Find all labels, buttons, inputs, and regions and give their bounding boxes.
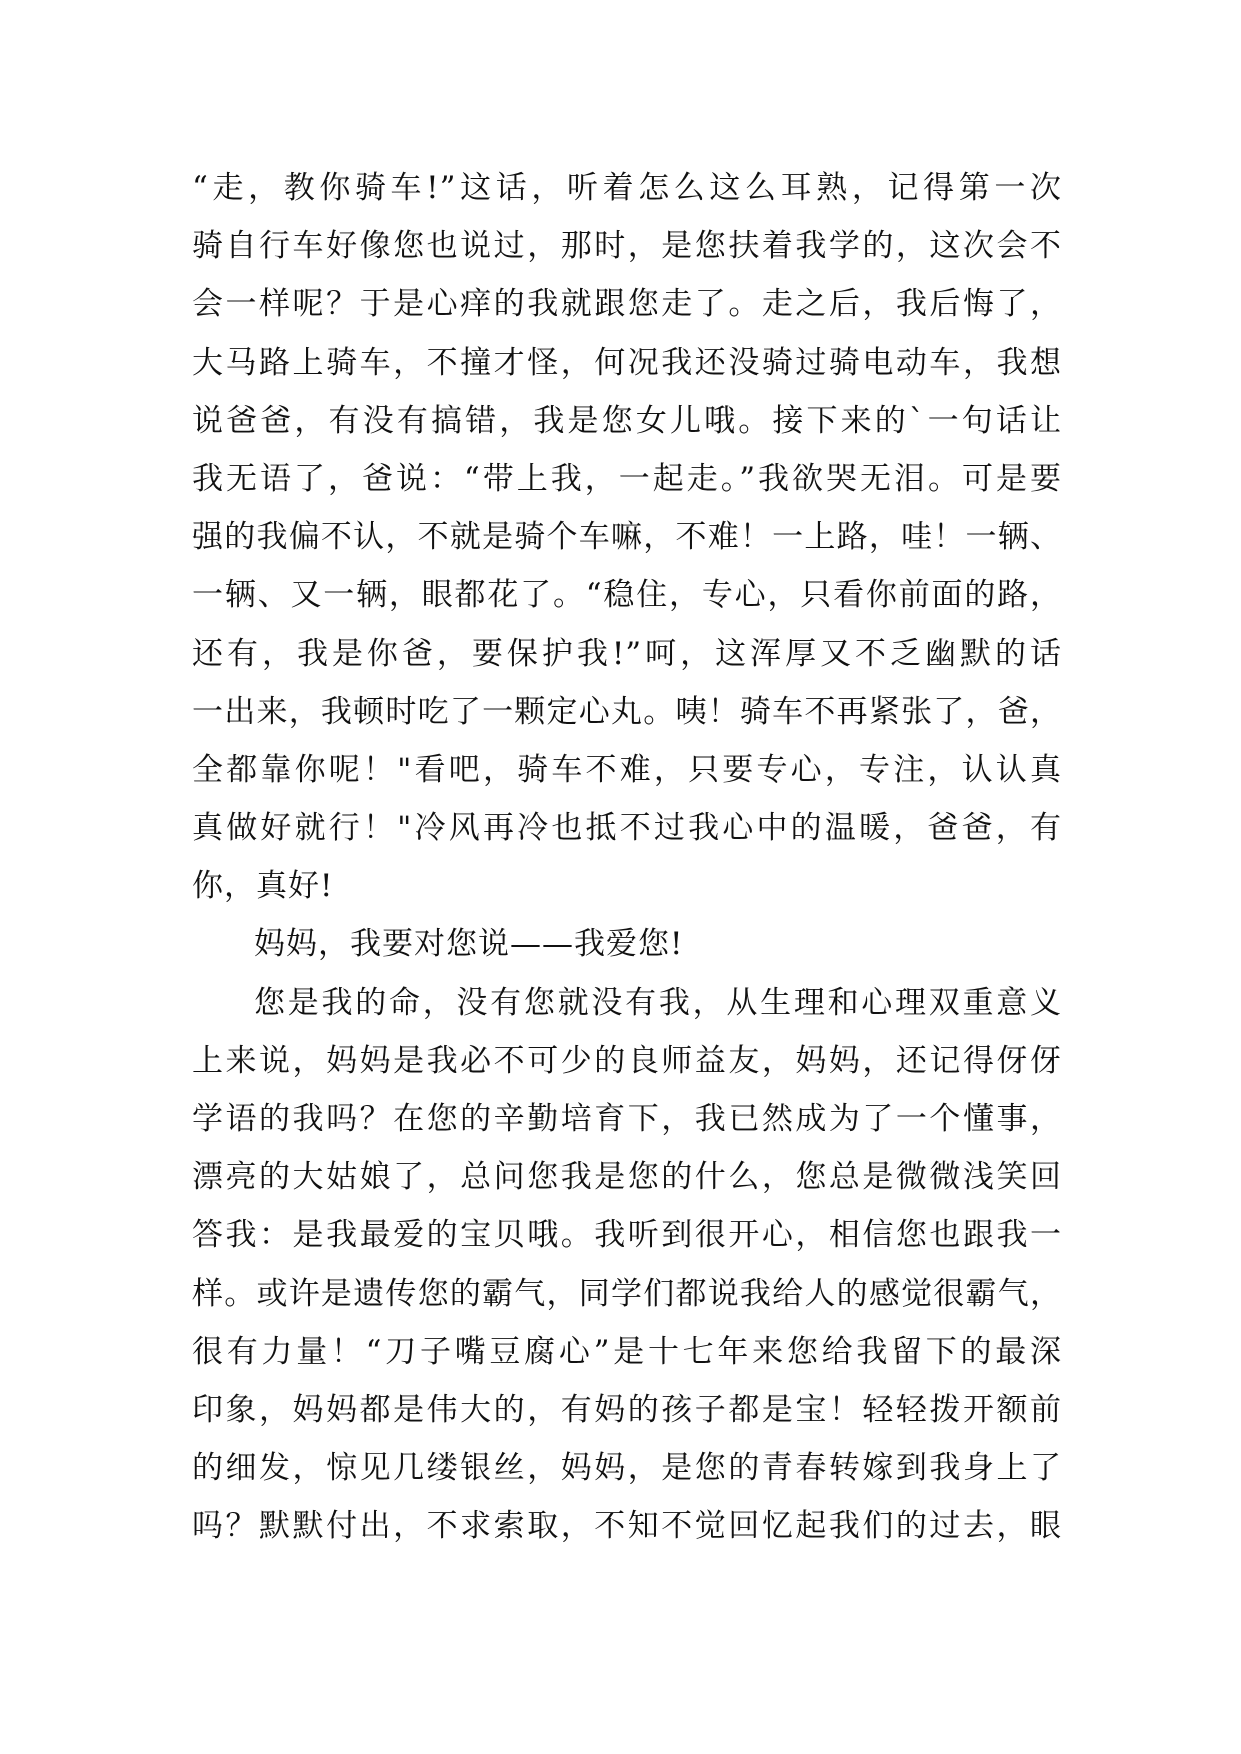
text-line: 真做好就行！"冷风再冷也抵不过我心中的温暖，爸爸，有 [192, 810, 1062, 847]
text-line: 一辆、又一辆，眼都花了。“稳住，专心，只看你前面的路， [192, 577, 1062, 614]
text-line: 说爸爸，有没有搞错，我是您女儿哦。接下来的`一句话让 [192, 402, 1062, 439]
text-line: 答我：是我最爱的宝贝哦。我听到很开心，相信您也跟我一 [192, 1217, 1062, 1254]
text-line: 您是我的命，没有您就没有我，从生理和心理双重意义 [254, 984, 1062, 1021]
text-line: 的细发，惊见几缕银丝，妈妈，是您的青春转嫁到我身上了 [192, 1450, 1062, 1487]
text-line: 骑自行车好像您也说过，那时，是您扶着我学的，这次会不 [192, 228, 1062, 265]
text-line: 吗？默默付出，不求索取，不知不觉回忆起我们的过去，眼 [192, 1508, 1062, 1545]
text-line: 印象，妈妈都是伟大的，有妈的孩子都是宝！轻轻拨开额前 [192, 1391, 1062, 1428]
text-line: 一出来，我顿时吃了一颗定心丸。咦！骑车不再紧张了，爸， [192, 693, 1062, 730]
text-line: 还有，我是你爸，要保护我!”呵，这浑厚又不乏幽默的话 [192, 635, 1062, 672]
text-line: 强的我偏不认，不就是骑个车嘛，不难！一上路，哇！一辆、 [192, 519, 1062, 556]
text-line: 漂亮的大姑娘了，总问您我是您的什么，您总是微微浅笑回 [192, 1159, 1062, 1196]
text-line: 学语的我吗？在您的辛勤培育下，我已然成为了一个懂事， [192, 1101, 1062, 1137]
text-line: 大马路上骑车，不撞才怪，何况我还没骑过骑电动车，我想 [192, 344, 1062, 381]
text-line: 全都靠你呢！"看吧，骑车不难，只要专心，专注，认认真 [192, 751, 1062, 788]
text-line: 上来说，妈妈是我必不可少的良师益友，妈妈，还记得伢伢 [192, 1042, 1062, 1079]
document-body [192, 159, 1062, 1556]
text-line: 你，真好! [192, 868, 334, 905]
text-line: 妈妈，我要对您说——我爱您! [254, 926, 684, 963]
text-line: 会一样呢？于是心痒的我就跟您走了。走之后，我后悔了， [192, 286, 1062, 323]
text-line: 样。或许是遗传您的霸气，同学们都说我给人的感觉很霸气， [192, 1275, 1062, 1312]
text-line: 很有力量！“刀子嘴豆腐心”是十七年来您给我留下的最深 [192, 1333, 1062, 1370]
text-line: 我无语了，爸说：“带上我，一起走。”我欲哭无泪。可是要 [192, 460, 1062, 497]
text-line: “走，教你骑车!”这话，听着怎么这么耳熟，记得第一次 [192, 170, 1062, 206]
